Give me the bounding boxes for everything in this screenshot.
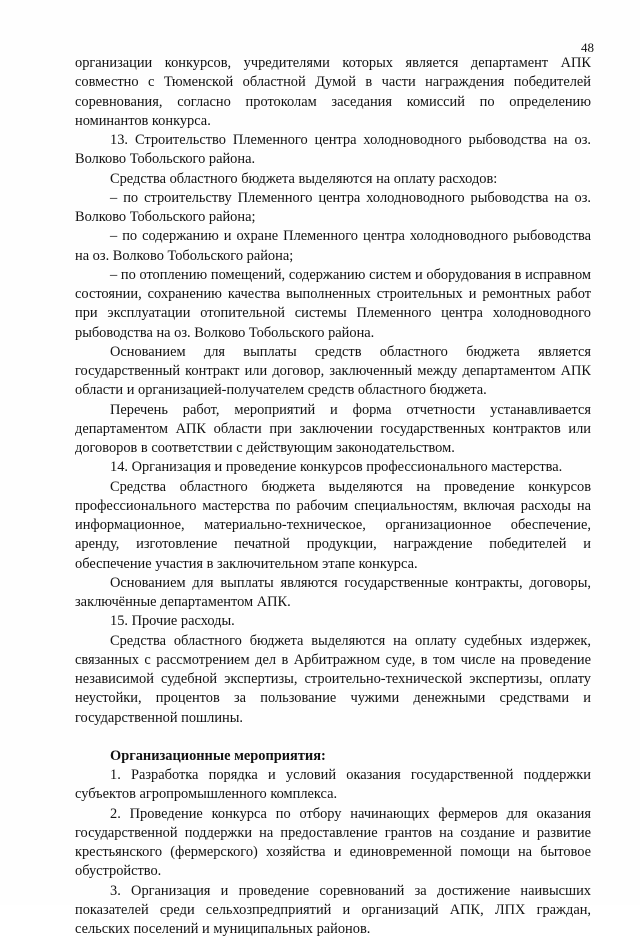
paragraph: Средства областного бюджета выделяются на оплату расходов:	[75, 170, 591, 189]
paragraph: Перечень работ, мероприятий и форма отчетности устанавливается департаментом АПК области при заключении государственных контрактов или договоров в соответствии с действующим законодательством.	[75, 401, 591, 459]
paragraph: Основанием для выплаты средств областного бюджета является государственный контракт или договор, заключенный между департаментом АПК области и организацией-получателем средств областного бюджета.	[75, 343, 591, 401]
section-15-heading: 15. Прочие расходы.	[75, 612, 591, 631]
org-item: 3. Организация и проведение соревнований за достижение наивысших показателей среди сельхозпредприятий и организаций АПК, ЛПХ граждан, сельских поселений и муниципальных районов.	[75, 882, 591, 939]
spacer	[75, 728, 591, 747]
list-item: – по содержанию и охране Племенного центра холодноводного рыбоводства на оз. Волково Тобольского района;	[75, 227, 591, 266]
document-body	[75, 54, 591, 939]
list-item: – по строительству Племенного центра холодноводного рыбоводства на оз. Волково Тобольского района;	[75, 189, 591, 228]
org-item: 2. Проведение конкурса по отбору начинающих фермеров для оказания государственной поддержки на предоставление грантов на создание и развитие крестьянского (фермерского) хозяйства и единовременной помощи на бытовое обустройство.	[75, 805, 591, 882]
org-measures-heading: Организационные мероприятия:	[75, 747, 591, 766]
section-13-heading: 13. Строительство Племенного центра холодноводного рыбоводства на оз. Волково Тобольского района.	[75, 131, 591, 170]
paragraph: Основанием для выплаты являются государственные контракты, договоры, заключённые департаментом АПК.	[75, 574, 591, 613]
paragraph: организации конкурсов, учредителями которых является департамент АПК совместно с Тюменской областной Думой в части награждения победителей соревнования, согласно протоколам заседания комиссий по определению номинантов конкурса.	[75, 54, 591, 131]
paragraph: Средства областного бюджета выделяются на проведение конкурсов профессионального мастерства по рабочим специальностям, включая расходы на информационное, материально-техническое, организационное обеспечение, аренду, изготовление печатной продукции, награждение победителей и обеспечение участия в заключительном этапе конкурса.	[75, 478, 591, 574]
org-item: 1. Разработка порядка и условий оказания государственной поддержки субъектов агропромышленного комплекса.	[75, 766, 591, 805]
page-number: 48	[581, 40, 594, 56]
section-14-heading: 14. Организация и проведение конкурсов профессионального мастерства.	[75, 458, 591, 477]
list-item: – по отоплению помещений, содержанию систем и оборудования в исправном состоянии, сохранению качества выполненных строительных и ремонтных работ при эксплуатации отопительной системы Племенного центра холодноводного рыбоводства на оз. Волково Тобольского района.	[75, 266, 591, 343]
paragraph: Средства областного бюджета выделяются на оплату судебных издержек, связанных с рассмотрением дел в Арбитражном суде, в том числе на проведение независимой судебной экспертизы, строительно-технической экспертизы, оплату неустойки, процентов за пользование чужими денежными средствами и государственной пошлины.	[75, 632, 591, 728]
